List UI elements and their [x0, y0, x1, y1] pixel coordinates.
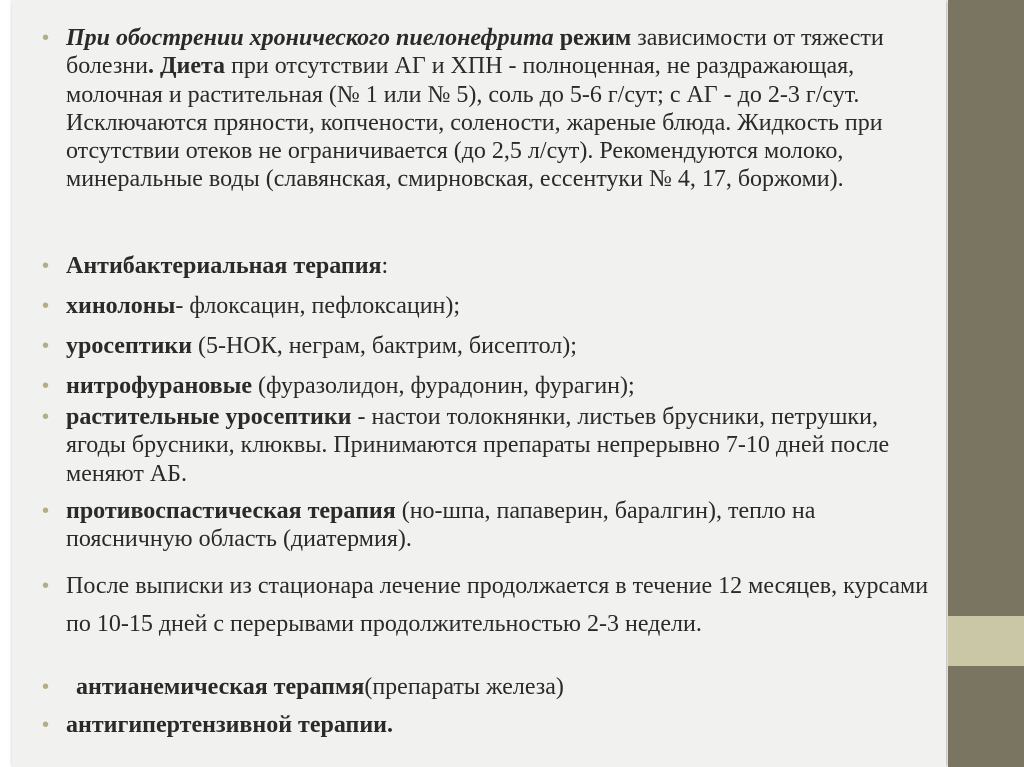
segment: - настои толокнянки, листьев брусники, петрушки, ягоды брусники, клюквы. Принимаются препараты непрерывно 7-10 дней после меняют АБ. [66, 404, 890, 487]
segment: антигипертензивной терапии. [66, 712, 393, 738]
bullet-list [42, 24, 937, 745]
segment: При обострении хронического пиелонефрита [66, 25, 554, 51]
bullet-item-diet [42, 24, 937, 252]
bullet-item-after-discharge [42, 567, 937, 673]
segment: . Диета [147, 53, 226, 80]
content-panel [12, 0, 946, 767]
segment: (5-НОК, неграм, бактрим, бисептол); [192, 333, 577, 359]
segment: (препараты железа) [364, 674, 564, 700]
segment: уросептики [66, 333, 193, 359]
bullet-item-uroseptics [42, 332, 937, 372]
bullet-item-nitrofurans [42, 372, 937, 403]
segment: (но-шпа, папаверин, баралгин), тепло на поясничную область (диатермия). [66, 498, 816, 553]
segment: зависимости от тяжести болезни [66, 25, 884, 80]
bullet-item-antianemic [42, 673, 937, 711]
segment: режим [559, 25, 632, 51]
segment: растительные уросептики [66, 404, 352, 430]
segment: Антибактериальная терапия [66, 253, 382, 279]
segment: После выписки из стационара лечение продолжается в течение 12 месяцев, курсами по 10-15 дней с перерывами продолжительностью 2-3 недели. [66, 573, 929, 637]
bullet-item-quinolones [42, 292, 937, 332]
bullet-item-antispasmodic [42, 497, 937, 567]
bullet-item-herbal-uroseptics [42, 403, 937, 497]
bullet-item-antibacterial [42, 252, 937, 292]
sidebar-accent-block [948, 616, 1024, 666]
segment: : [381, 253, 389, 279]
segment: антианемическая терапмя [76, 674, 365, 700]
segment: (фуразолидон, фурадонин, фурагин); [252, 373, 635, 399]
bullet-item-antihypertensive [42, 711, 937, 745]
segment: хинолоны [66, 293, 176, 319]
segment: противоспастическая терапия [66, 498, 396, 524]
segment: нитрофурановые [66, 373, 253, 399]
segment: при отсутствии АГ и ХПН - полноценная, не раздражающая, молочная и растительная (№ 1 или № 5), соль до 5-6 г/сут; с АГ - до 2-3 г/сут. Исключаются пряности, копчености, солености, жареные блюда. Жидкость при отсутствии отеков не ограничивается (до 2,5 л/сут). Рекомендуются молоко, минеральные воды (славянская, смирновская, ессентуки № 4, 17, боржоми). [66, 53, 883, 193]
sidebar-bottom-block [948, 666, 1024, 767]
sidebar-top-block [948, 0, 1024, 616]
segment: - флоксацин, пефлоксацин); [175, 293, 461, 319]
